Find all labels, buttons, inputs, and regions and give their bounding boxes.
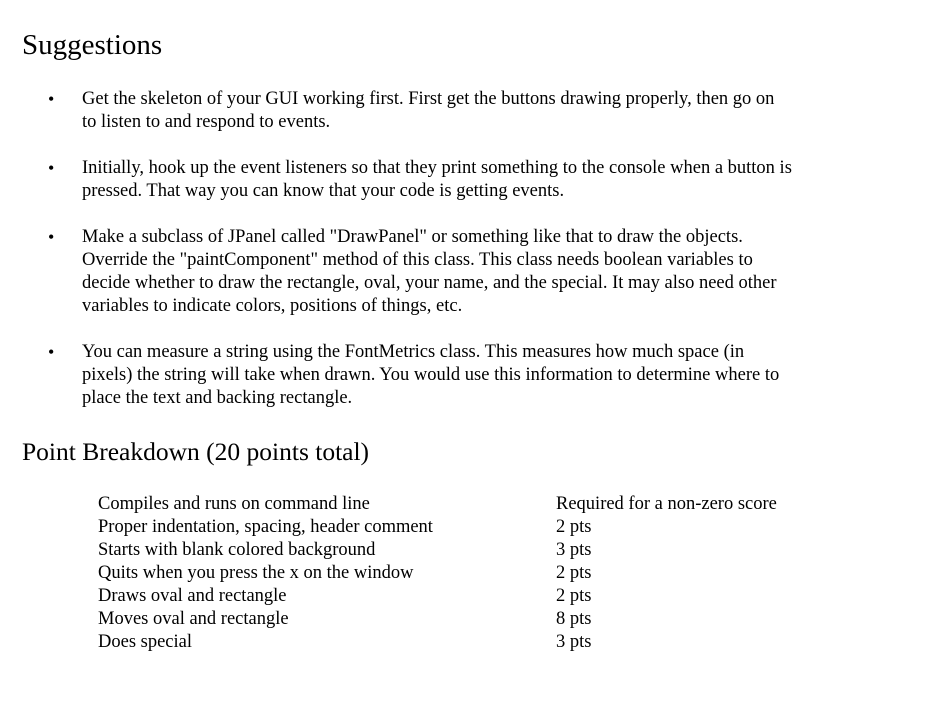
- table-row: [98, 516, 828, 539]
- table-row: [98, 585, 828, 608]
- bullet-line: to listen to and respond to events.: [82, 112, 331, 132]
- breakdown-points: Required for a non-zero score: [556, 494, 777, 514]
- table-row: [98, 493, 828, 516]
- breakdown-item: Starts with blank colored background: [98, 540, 376, 560]
- table-row: [98, 562, 828, 585]
- bullet-line: You can measure a string using the FontMetrics class. This measures how much space (in: [82, 342, 745, 362]
- bullet-line: Make a subclass of JPanel called "DrawPanel" or something like that to draw the objects.: [82, 227, 743, 247]
- table-row: [98, 608, 828, 631]
- breakdown-item: Quits when you press the x on the window: [98, 563, 414, 583]
- bullet-line: place the text and backing rectangle.: [82, 388, 353, 408]
- breakdown-item: Does special: [98, 632, 193, 652]
- list-item: [48, 341, 878, 410]
- bullet-line: variables to indicate colors, positions of things, etc.: [82, 296, 463, 316]
- list-item: [48, 226, 878, 318]
- breakdown-points: 2 pts: [556, 517, 592, 537]
- point-breakdown-heading: Point Breakdown (20 points total): [22, 437, 370, 466]
- bullet-icon: •: [48, 342, 55, 362]
- bullet-line: Initially, hook up the event listeners so that they print something to the console when a button is: [82, 158, 792, 178]
- suggestions-heading: Suggestions: [22, 29, 163, 61]
- breakdown-points: 3 pts: [556, 540, 592, 560]
- bullet-icon: •: [48, 89, 55, 109]
- point-breakdown-table: [98, 493, 828, 654]
- table-row: [98, 631, 828, 654]
- list-item: [48, 88, 878, 134]
- list-item: [48, 157, 878, 203]
- breakdown-item: Draws oval and rectangle: [98, 586, 287, 606]
- breakdown-points: 2 pts: [556, 586, 592, 606]
- suggestions-list: [48, 88, 878, 410]
- bullet-icon: •: [48, 227, 55, 247]
- bullet-line: Override the "paintComponent" method of this class. This class needs boolean variables to: [82, 250, 753, 270]
- breakdown-points: 2 pts: [556, 563, 592, 583]
- breakdown-item: Moves oval and rectangle: [98, 609, 289, 629]
- bullet-line: pressed. That way you can know that your code is getting events.: [82, 181, 565, 201]
- breakdown-points: 3 pts: [556, 632, 592, 652]
- bullet-line: pixels) the string will take when drawn. You would use this information to determine where to: [82, 365, 780, 385]
- bullet-icon: •: [48, 158, 55, 178]
- bullet-line: Get the skeleton of your GUI working first. First get the buttons drawing properly, then go on: [82, 89, 775, 109]
- breakdown-item: Compiles and runs on command line: [98, 494, 370, 514]
- breakdown-item: Proper indentation, spacing, header comment: [98, 517, 433, 537]
- bullet-line: decide whether to draw the rectangle, oval, your name, and the special. It may also need other: [82, 273, 777, 293]
- table-row: [98, 539, 828, 562]
- breakdown-points: 8 pts: [556, 609, 592, 629]
